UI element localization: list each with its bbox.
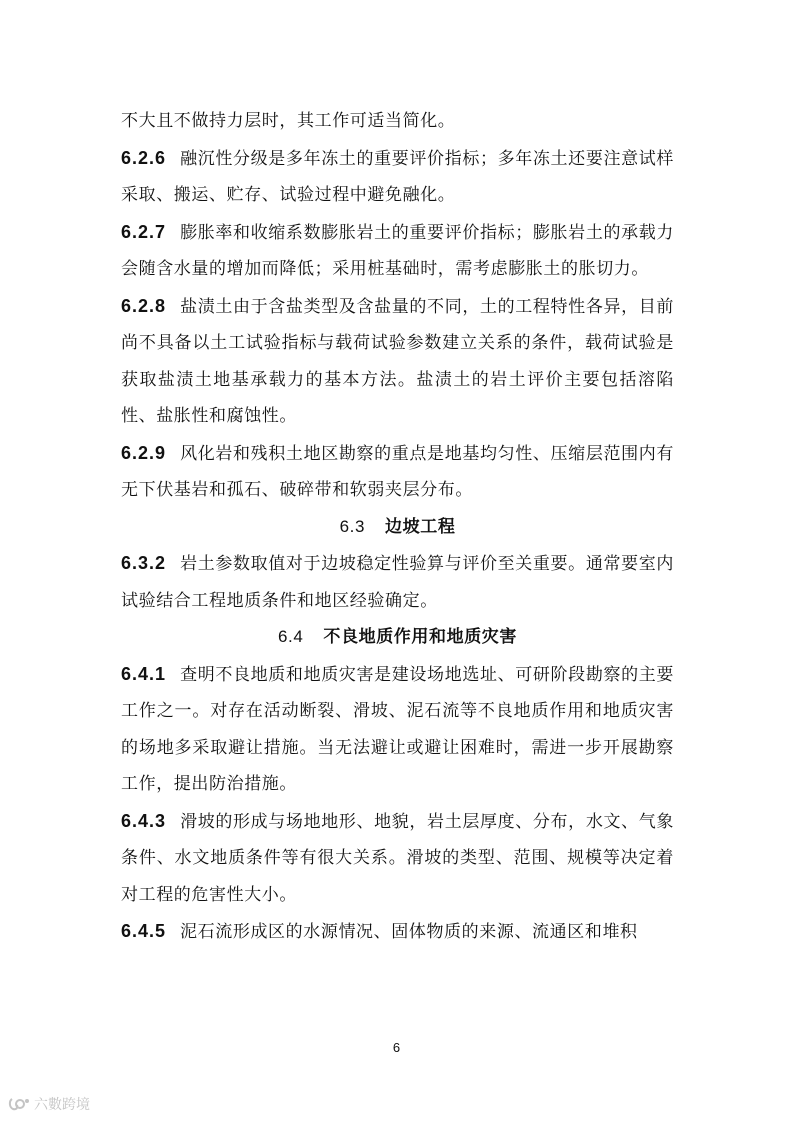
- page-number: 6: [392, 1040, 401, 1055]
- clause-number: 6.4.5: [121, 921, 167, 941]
- paragraph-text: 查明不良地质和地质灾害是建设场地选址、可研阶段勘察的主要工作之一。对存在活动断裂、滑坡、泥石流等不良地质作用和地质灾害的场地多采取避让措施。当无法避让或避让困难时，需进一步开展勘察工作，提出防治措施。: [121, 664, 674, 794]
- paragraph-text: 膨胀率和收缩系数膨胀岩土的重要评价指标；膨胀岩土的承载力会随含水量的增加而降低；采用桩基础时，需考虑膨胀土的胀切力。: [121, 222, 674, 279]
- clause-number: 6.2.8: [121, 295, 167, 316]
- paragraph-text: 风化岩和残积土地区勘察的重点是地基均匀性、压缩层范围内有无下伏基岩和孤石、破碎带和软弱夹层分布。: [121, 443, 674, 500]
- watermark: [8, 1094, 90, 1114]
- section-heading: [121, 619, 674, 656]
- clause-number: 6.3.2: [121, 553, 167, 573]
- section-number: 6.3: [339, 516, 366, 536]
- watermark-text: 六數跨境: [34, 1097, 90, 1113]
- paragraph-text: 泥石流形成区的水源情况、固体物质的来源、流通区和堆积: [180, 922, 638, 942]
- paragraph: [121, 103, 674, 140]
- section-title: 边坡工程: [385, 516, 456, 537]
- paragraph: [121, 288, 674, 435]
- paragraph-text: 融沉性分级是多年冻土的重要评价指标；多年冻土还要注意试样采取、搬运、贮存、试验过程中避免融化。: [121, 148, 674, 205]
- paragraph: [121, 803, 674, 914]
- paragraph: [121, 140, 674, 214]
- section-heading: [121, 509, 674, 546]
- clause-number: 6.2.9: [121, 442, 167, 463]
- paragraph: [121, 214, 674, 288]
- clause-number: 6.4.1: [121, 663, 167, 684]
- clause-number: 6.2.6: [121, 147, 167, 168]
- paragraph: [121, 656, 674, 803]
- paragraph: [121, 913, 674, 951]
- paragraph-text: 岩土参数取值对于边坡稳定性验算与评价至关重要。通常要室内试验结合工程地质条件和地区经验确定。: [121, 554, 674, 611]
- paragraph-text: 盐渍土由于含盐类型及含盐量的不同，土的工程特性各异，目前尚不具备以土工试验指标与载荷试验参数建立关系的条件，载荷试验是获取盐渍土地基承载力的基本方法。盐渍土的岩土评价主要包括溶陷性、盐胀性和腐蚀性。: [121, 296, 674, 426]
- clause-number: 6.2.7: [121, 221, 167, 242]
- document-body: [121, 103, 674, 951]
- paragraph: [121, 435, 674, 509]
- paragraph-text: 不大且不做持力层时，其工作可适当简化。: [121, 111, 456, 131]
- section-number: 6.4: [277, 627, 304, 646]
- section-title: 不良地质作用和地质灾害: [323, 627, 518, 647]
- paragraph-text: 滑坡的形成与场地地形、地貌，岩土层厚度、分布，水文、气象条件、水文地质条件等有很大关系。滑坡的类型、范围、规模等决定着对工程的危害性大小。: [121, 811, 674, 905]
- logo-mark-icon: [8, 1095, 30, 1113]
- clause-number: 6.4.3: [121, 810, 167, 831]
- paragraph: [121, 545, 674, 619]
